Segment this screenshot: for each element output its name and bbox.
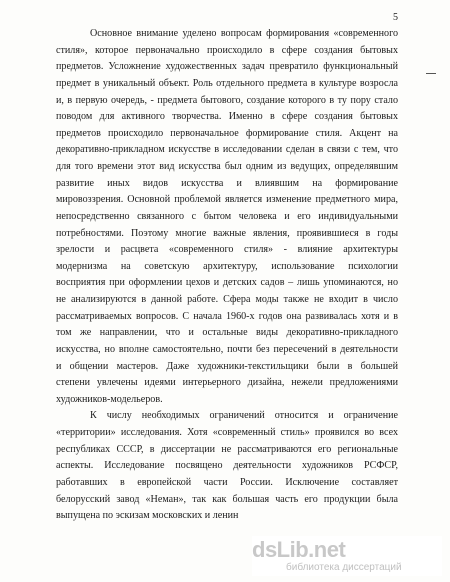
text-line: и общении мастеров. Даже художники-текстильщики были в большей — [56, 360, 398, 372]
text-line: для того времени этот вид искусства был одним из ведущих, определявшим — [56, 161, 398, 172]
text-line: развитие иных видов искусства и влиявшим на формирование — [56, 177, 398, 189]
text-line: и, в первую очередь, - предмета бытового, создание которого в ту пору стало — [56, 94, 398, 106]
text-line: предметов происходило первоначальное формирование стиля. Акцент на — [56, 127, 398, 139]
text-line: зрелости и расцвета «современного стиля» - влияние архитектуры — [56, 244, 398, 256]
text-line: потребностями. Поэтому многие важные явления, проявившиеся в годы — [56, 227, 398, 239]
text-line: рассматриваемых вопросов. С начала 1960-х годов она развивалась хотя и в — [56, 310, 398, 322]
margin-mark — [426, 73, 436, 74]
text-line: мировоззрения. Основной проблемой является изменение предметного мира, — [56, 194, 398, 206]
text-line: стиля», которое первоначально происходило в сфере создания бытовых — [56, 44, 398, 56]
text-line: искусства, но вполне самостоятельно, почти без пересечений в деятельности — [56, 343, 398, 355]
text-line: поводом для активного творчества. Именно в сфере создания бытовых — [56, 111, 398, 123]
body-text — [56, 26, 398, 525]
text-line: белорусский завод «Неман», так как большая часть его продукции была — [56, 493, 398, 505]
text-line: республиках СССР, в диссертации не рассматриваются его региональные — [56, 443, 398, 455]
text-line: выпущена по эскизам московских и ленин — [56, 510, 239, 522]
text-line: предметов. Усложнение художественных задач превратило функциональный — [56, 61, 398, 73]
text-line: художников-модельеров. — [56, 393, 163, 405]
watermark-subtitle: библиотека диссертаций — [286, 562, 402, 573]
text-line: восприятия при оформлении цехов и детских садов – лишь упоминаются, но — [56, 277, 398, 289]
watermark-logo: dsLib.net — [252, 537, 346, 562]
text-line: не анализируются в данной работе. Сфера моды также не входит в число — [56, 294, 398, 305]
text-line: предмет в уникальный объект. Роль отдельного предмета в культуре возросла — [56, 77, 398, 89]
text-line: работавших в европейской части России. Исключение составляет — [56, 476, 398, 488]
text-line: аспекты. Исследование посвящено деятельности художников РСФСР, — [56, 460, 398, 472]
watermark — [252, 536, 442, 576]
text-line: декоративно-прикладном искусстве в исследовании сделан в связи с тем, что — [56, 144, 398, 156]
text-line: «территории» исследования. Хотя «современный стиль» проявился во всех — [56, 427, 398, 438]
text-line: Основное внимание уделено вопросам формирования «современного — [90, 28, 398, 39]
text-line: модернизма на советскую архитектуру, использование психологии — [56, 260, 398, 272]
text-line: К числу необходимых ограничений относится и ограничение — [90, 410, 398, 422]
page-number: 5 — [393, 12, 398, 23]
text-line: непосредственно связанного с бытом человека и его индивидуальными — [56, 210, 398, 222]
text-line: степени увлечены идеями интерьерного дизайна, нежели предложениями — [56, 377, 398, 389]
text-line: том же направлении, что и остальные виды декоративно-прикладного — [56, 327, 398, 339]
